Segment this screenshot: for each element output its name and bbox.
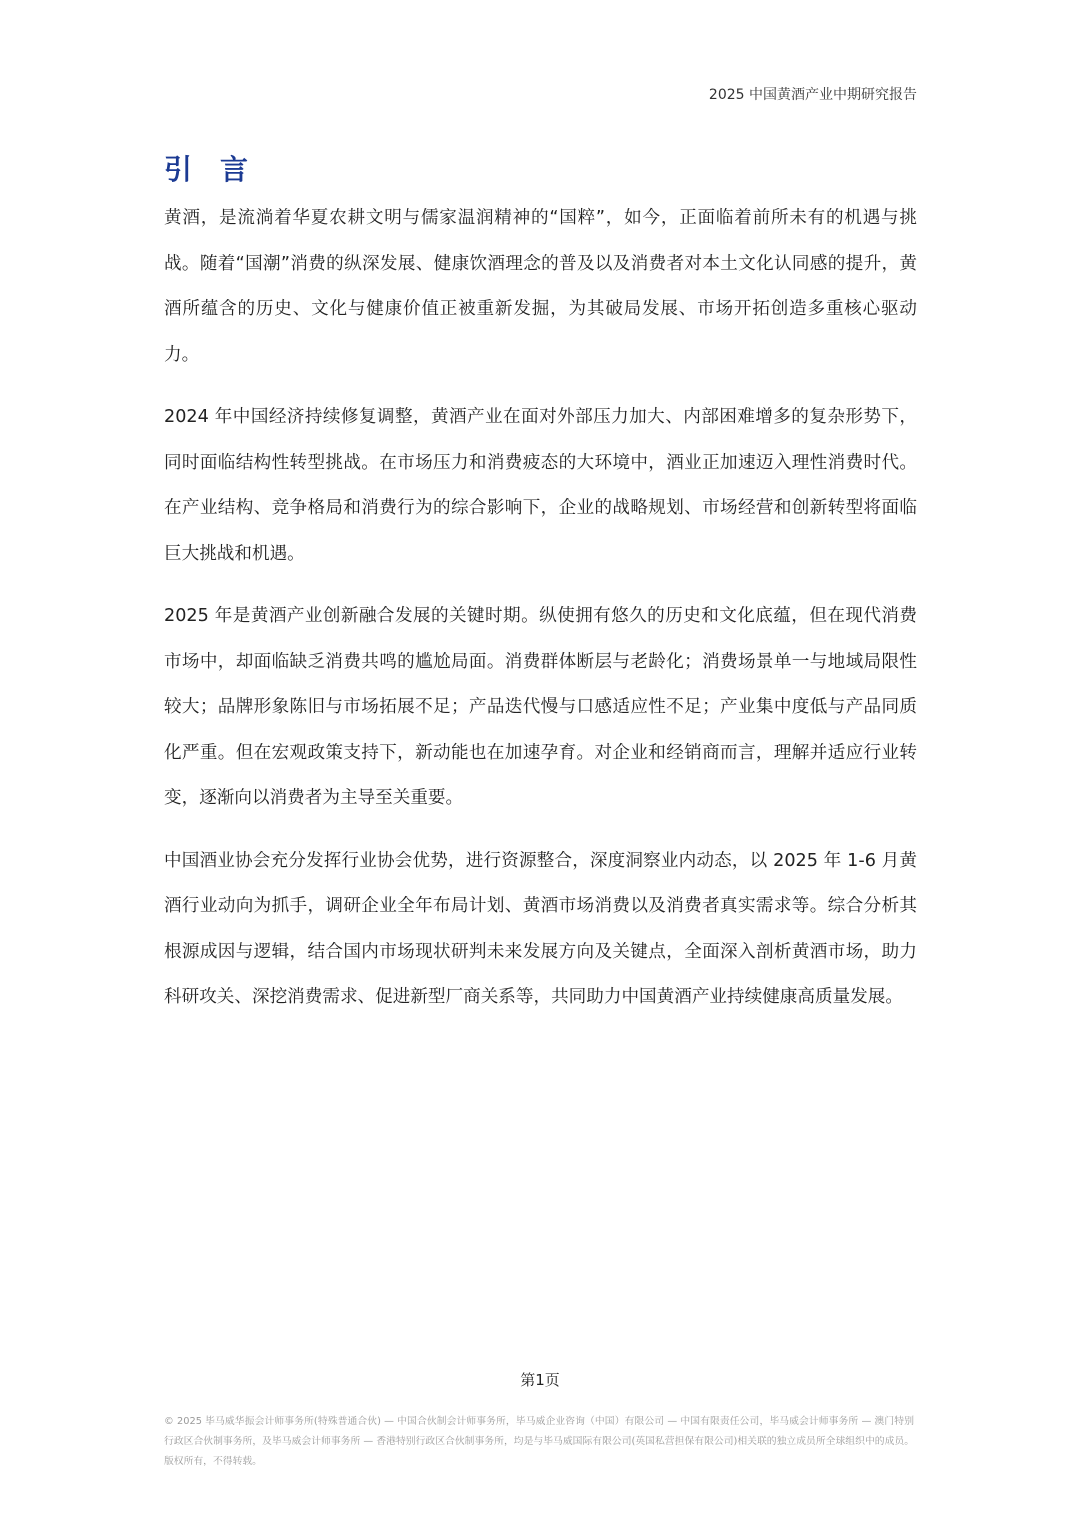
paragraph-1: 黄酒，是流淌着华夏农耕文明与儒家温润精神的“国粹”，如今，正面临着前所未有的机遇与挑战。随着“国潮”消费的纵深发展、健康饮酒理念的普及以及消费者对本土文化认同感的提升，黄酒所蕴含的历史、文化与健康价值正被重新发掘，为其破局发展、市场开拓创造多重核心驱动力。 — [164, 208, 917, 365]
paragraph-3: 2025 年是黄酒产业创新融合发展的关键时期。纵使拥有悠久的历史和文化底蕴，但在现代消费市场中，却面临缺乏消费共鸣的尴尬局面。消费群体断层与老龄化；消费场景单一与地域局限性较大；品牌形象陈旧与市场拓展不足；产品迭代慢与口感适应性不足；产业集中度低与产品同质化严重。但在宏观政策支持下，新动能也在加速孕育。对企业和经销商而言，理解并适应行业转变，逐渐向以消费者为主导至关重要。 — [164, 606, 917, 808]
section-title: 引言 — [164, 153, 277, 186]
paragraph-4: 中国酒业协会充分发挥行业协会优势，进行资源整合，深度洞察业内动态，以 2025 年 1-6 月黄酒行业动向为抓手，调研企业全年布局计划、黄酒市场消费以及消费者真实需求等。综合分析其根源成因与逻辑，结合国内市场现状研判未来发展方向及关键点，全面深入剖析黄酒市场，助力科研攻关、深挖消费需求、促进新型厂商关系等，共同助力中国黄酒产业持续健康高质量发展。 — [164, 850, 917, 1007]
page-number: 第1页 — [520, 1371, 560, 1389]
running-header: 2025 中国黄酒产业中期研究报告 — [708, 87, 917, 103]
body-text — [164, 196, 917, 1038]
paragraph-2: 2024 年中国经济持续修复调整，黄酒产业在面对外部压力加大、内部困难增多的复杂形势下，同时面临结构性转型挑战。在市场压力和消费疲态的大环境中，酒业正加速迈入理性消费时代。在产业结构、竞争格局和消费行为的综合影响下，企业的战略规划、市场经营和创新转型将面临巨大挑战和机遇。 — [164, 407, 917, 564]
footer-legal-notice: © 2025 毕马威华振会计师事务所(特殊普通合伙) — 中国合伙制会计师事务所，毕马威企业咨询（中国）有限公司 — 中国有限责任公司，毕马威会计师事务所 — 澳门特别行政区合伙制事务所，及毕马威会计师事务所 — 香港特别行政区合伙制事务所，均是与毕马威国际有限公司(英国私营担保有限公司)相关联的独立成员所全球组织中的成员。版权所有，不得转载。 — [164, 1416, 914, 1467]
